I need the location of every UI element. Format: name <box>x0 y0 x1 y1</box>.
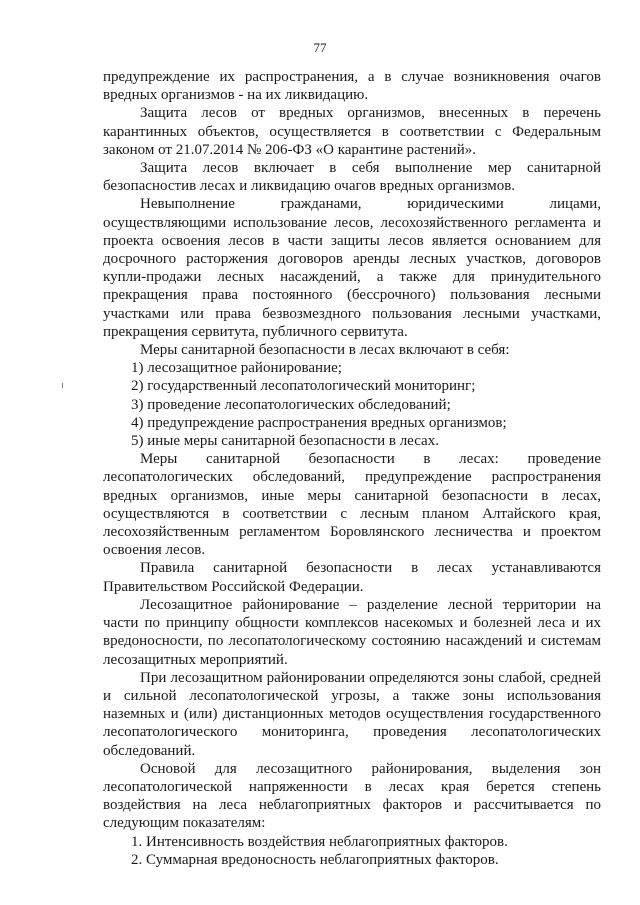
margin-mark <box>62 383 63 388</box>
indicator-item-1: 1. Интенсивность воздействия неблагоприятных факторов. <box>131 833 508 850</box>
paragraph-continuation: предупреждение их распространения, а в случае возникновения очагов вредных организмов - на их ликвидацию. <box>103 69 601 104</box>
paragraph-rules: Правила санитарной безопасности в лесах устанавливаются Правительством Российской Федерации. <box>103 560 601 595</box>
page-number: 77 <box>313 40 327 55</box>
paragraph-measures-implementation: Меры санитарной безопасности в лесах: проведение лесопатологических обследований, предупреждение распространения вредных организмов, иные меры санитарной безопасности в лесах, осуществляются в соответствии с лесным планом Алтайского края, лесохозяйственным регламентом Боровлянского лесничества и проектом освоения лесов. <box>103 451 601 559</box>
paragraph-zoning-basis: Основой для лесозащитного районирования, выделения зон лесопатологической напряженности в лесах края берется степень воздействия на леса неблагоприятных факторов и рассчитывается по следующим показателям: <box>103 760 601 832</box>
list-item-5: 5) иные меры санитарной безопасности в лесах. <box>131 433 439 450</box>
paragraph-zoning-definition: Лесозащитное районирование – разделение лесной территории на части по принципу общности комплексов насекомых и болезней леса и их вредоносности, по лесопатологическому состоянию насаждений и системам лесозащитных мероприятий. <box>103 596 601 668</box>
paragraph-non-compliance: Невыполнение гражданами, юридическими лицами, осуществляющими использование лесов, лесохозяйственного регламента и проекта освоения лесов в части защиты лесов является основанием для досрочного расторжения договоров аренды лесных участков, договоров купли-продажи лесных насаждений, а также для принудительного прекращения права постоянного (бессрочного) пользования лесными участками или права безвозмездного пользования лесными участками, прекращения сервитута, публичного сервитута. <box>103 196 601 340</box>
list-item-4: 4) предупреждение распространения вредных организмов; <box>131 414 507 431</box>
list-item-2: 2) государственный лесопатологический мониторинг; <box>131 378 476 395</box>
paragraph-zoning-zones: При лесозащитном районировании определяются зоны слабой, средней и сильной лесопатологической угрозы, а также зоны использования наземных и (или) дистанционных методов осуществления государственного лесопатологического мониторинга, проведения лесопатологических обследований. <box>103 669 601 759</box>
document-body <box>103 68 601 869</box>
paragraph-forest-protection-scope: Защита лесов включает в себя выполнение мер санитарной безопасностив лесах и ликвидацию очагов вредных организмов. <box>103 160 601 195</box>
list-item-1: 1) лесозащитное районирование; <box>131 360 342 377</box>
list-item-3: 3) проведение лесопатологических обследований; <box>131 396 451 413</box>
indicator-item-2: 2. Суммарная вредоносность неблагоприятных факторов. <box>131 851 499 868</box>
paragraph-measures-intro: Меры санитарной безопасности в лесах включают в себя: <box>140 342 510 359</box>
paragraph-quarantine-protection: Защита лесов от вредных организмов, внесенных в перечень карантинных объектов, осуществляется в соответствии с Федеральным законом от 21.07.2014 № 206-ФЗ «О карантине растений». <box>103 105 601 158</box>
